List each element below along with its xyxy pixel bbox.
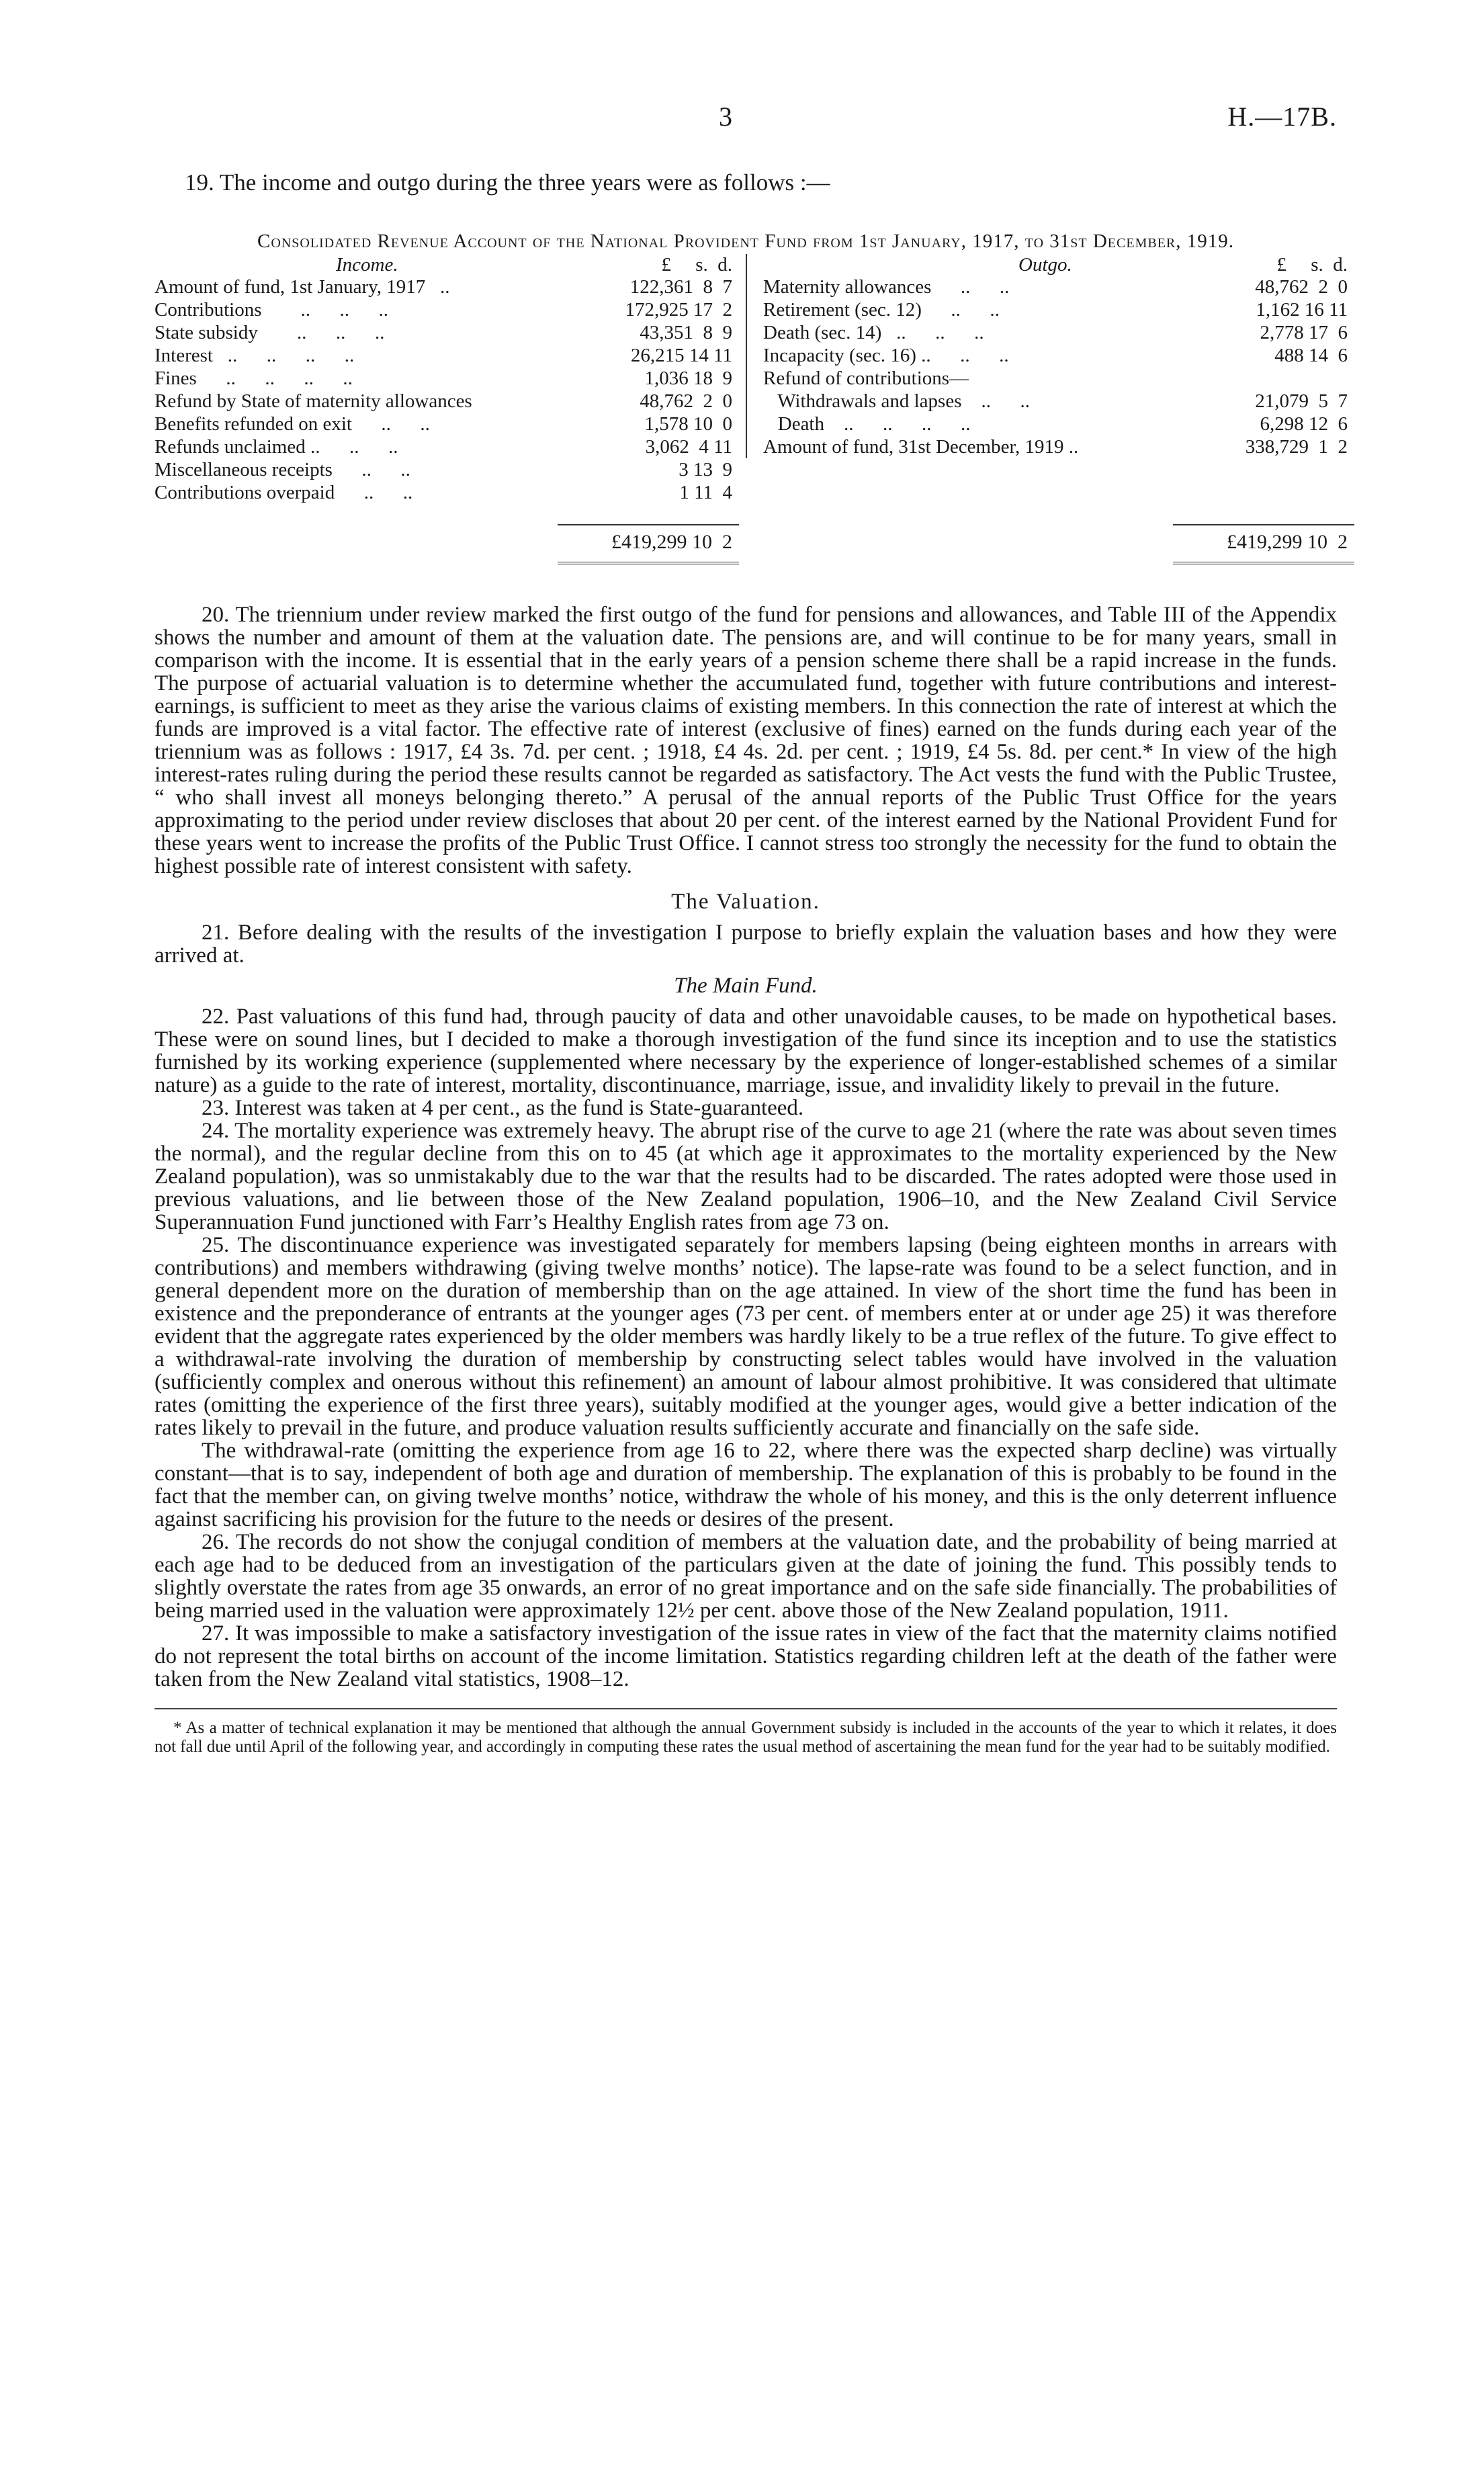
outgo-row [763,275,1354,298]
outgo-row [763,298,1354,321]
paragraph-25: 25. The discontinuance experience was investigated separately for members lapsing (being eighteen months in arrears with contributions) and members withdrawing (giving twelve months’ notice). The lapse-rate was found to be a select function, and in general dependent more on the duration of membership than on the age attained. In view of the short time the fund has been in existence and the preponderance of entrants at the younger ages (73 per cent. of members enter at or under age 25) it was therefore evident that the aggregate rates experienced by the older members was hardly likely to be a true reflex of the future. To give effect to a withdrawal-rate involving the duration of membership by constructing select tables would have involved in the valuation (sufficiently complex and onerous without this refinement) an amount of labour almost prohibitive. It was considered that ultimate rates (omitting the experience of the first three years), suitably modified at the younger ages, would give a better indication of the rates likely to prevail in the future, and produce valuation results sufficiently accurate and financially on the safe side. [155,1233,1337,1440]
income-row [155,390,739,413]
paragraph-26: 26. The records do not show the conjugal condition of members at the valuation date, and the probability of being married at each age had to be deduced from an investigation of the particulars given at the date of joining the fund. This possibly tends to slightly overstate the rates from age 35 onwards, an error of no great importance and on the safe side financially. The probabilities of being married used in the valuation were approximately 12½ per cent. above those of the New Zealand population, 1911. [155,1530,1337,1623]
outgo-row-label: Retirement (sec. 12) .. .. [763,299,1000,321]
income-row-amount: 1 11 4 [679,482,732,503]
footnote-rule [155,1708,1337,1709]
outgo-row-amount: 6,298 12 6 [1260,413,1348,435]
outgo-row-label: Withdrawals and lapses .. .. [763,390,1030,412]
income-row-amount: 43,351 8 9 [640,322,732,343]
income-total-rule [558,524,739,525]
income-row-label: Amount of fund, 1st January, 1917 .. [155,276,450,298]
income-row [155,435,739,458]
paragraph-22: 22. Past valuations of this fund had, through paucity of data and other unavoidable causes, to be made on hypothetical bases. These were on sound lines, but I decided to make a thorough investigation of the fund since its inception and to use the statistics furnished by its working experience (supplemented where necessary by the experience of longer-established schemes of a similar nature) as a guide to the rate of interest, mortality, discontinuance, marriage, issue, and invalidity likely to prevail in the future. [155,1005,1337,1097]
account-title: Consolidated Revenue Account of the National Provident Fund from 1st January, 1917, to 31st December, 1919. [257,230,1234,252]
income-row-label: Refunds unclaimed .. .. .. [155,436,398,458]
outgo-rows [763,275,1354,458]
income-row [155,298,739,321]
paragraph-23: 23. Interest was taken at 4 per cent., as the fund is State-guaranteed. [202,1096,804,1120]
income-row-label: Miscellaneous receipts .. .. [155,459,410,480]
income-row-label: Refund by State of maternity allowances [155,390,472,412]
page-number: 3 [719,101,732,132]
paragraph-25-continued: The withdrawal-rate (omitting the experience from age 16 to 22, where there was the expected sharp decline) was virtually constant—that is to say, independent of both age and duration of membership. The explanation of this is probably to be found in the fact that the member can, on giving twelve months’ notice, withdraw the whole of his money, and this is the only deterrent influence against sacrificing his provision for the future to the needs or desires of the present. [155,1439,1337,1531]
income-row-amount: 1,578 10 0 [644,413,732,435]
outgo-row-label: Refund of contributions— [763,368,969,389]
outgo-row-amount: 21,079 5 7 [1255,390,1348,412]
income-row-label: Contributions .. .. .. [155,299,389,321]
income-column [155,254,739,553]
outgo-row-amount: 1,162 16 11 [1256,299,1348,321]
income-row-label: Contributions overpaid .. .. [155,482,413,503]
outgo-row-amount: 488 14 6 [1274,345,1348,366]
outgo-row [763,344,1354,367]
outgo-total-rule [1173,524,1354,525]
income-row [155,481,739,504]
income-row-label: Benefits refunded on exit .. .. [155,413,430,435]
page-header [155,87,1337,134]
section-19-intro: 19. The income and outgo during the three years were as follows :— [185,169,830,196]
income-row [155,275,739,298]
paragraph-27: 27. It was impossible to make a satisfactory investigation of the issue rates in view of the fact that the maternity claims notified do not represent the total births on account of the income limitation. Statistics regarding children left at the death of the father were taken from the New Zealand vital statistics, 1908–12. [155,1621,1337,1691]
outgo-row [763,321,1354,344]
income-row-amount: 1,036 18 9 [644,368,732,389]
outgo-money-head: £ s. d. [1276,254,1348,275]
outgo-row-amount: 48,762 2 0 [1255,276,1348,298]
income-row-amount: 3,062 4 11 [645,436,732,458]
income-total: £419,299 10 2 [611,531,732,553]
document-reference: H.—17B. [1227,101,1337,132]
heading-valuation: The Valuation. [671,890,820,914]
outgo-row-amount: 2,778 17 6 [1260,322,1348,343]
footnote: * As a matter of technical explanation it may be mentioned that although the annual Government subsidy is included in the accounts of the year to which it relates, it does not fall due until April of the following year, and accordingly in computing these rates the usual method of ascertaining the mean fund for the year had to be suitably modified. [155,1719,1337,1756]
income-rows [155,275,739,504]
outgo-column [746,254,1354,553]
outgo-row [763,435,1354,458]
income-row-label: Interest .. .. .. .. [155,345,355,366]
income-row-amount: 26,215 14 11 [630,345,732,366]
income-row [155,344,739,367]
income-row [155,458,739,481]
outgo-row-label: Maternity allowances .. .. [763,276,1010,298]
income-row-amount: 122,361 8 7 [629,276,732,298]
outgo-row-label: Death .. .. .. .. [763,413,971,435]
paragraph-21: 21. Before dealing with the results of the investigation I purpose to briefly explain the valuation bases and how they were arrived at. [155,921,1337,968]
heading-main-fund: The Main Fund. [674,974,818,998]
outgo-row-label: Death (sec. 14) .. .. .. [763,322,984,343]
outgo-row-amount: 338,729 1 2 [1245,436,1348,458]
income-row [155,321,739,344]
outgo-row-label: Amount of fund, 31st December, 1919 .. [763,436,1079,458]
paragraph-20: 20. The triennium under review marked the first outgo of the fund for pensions and allowances, and Table III of the Appendix shows the number and amount of them at the valuation date. The pensions are, and will continue to be for many years, small in comparison with the income. It is essential that in the early years of a pension scheme there shall be a rapid increase in the funds. The purpose of actuarial valuation is to determine whether the accumulated fund, together with future contributions and interest-earnings, is sufficient to meet as they arise the various claims of existing members. In this connection the rate of interest at which the funds are improved is a vital factor. The effective rate of interest (exclusive of fines) earned on the funds during each year of the triennium was as follows : 1917, £4 3s. 7d. per cent. ; 1918, £4 4s. 2d. per cent. ; 1919, £4 5s. 8d. per cent.* In view of the high interest-rates ruling during the period these results cannot be regarded as satisfactory. The Act vests the fund with the Public Trustee, “ who shall invest all moneys belonging thereto.” A perusal of the annual reports of the Public Trust Office for the years approximating to the period under review discloses that about 20 per cent. of the interest earned by the National Provident Fund for these years went to increase the profits of the Public Trust Office. I cannot stress too strongly the necessity for the fund to obtain the highest possible rate of interest consistent with safety. [155,603,1337,878]
outgo-row [763,390,1354,413]
outgo-row [763,367,1354,390]
income-money-head: £ s. d. [661,254,732,275]
outgo-row-label: Incapacity (sec. 16) .. .. .. [763,345,1009,366]
income-row-amount: 172,925 17 2 [625,299,732,321]
income-row [155,367,739,390]
income-row-amount: 48,762 2 0 [640,390,732,412]
income-double-rule [558,562,739,564]
income-row [155,413,739,435]
revenue-account-table [155,254,1348,603]
document-page [155,87,1348,1773]
outgo-heading: Outgo. [1018,254,1072,275]
outgo-total: £419,299 10 2 [1227,531,1348,553]
outgo-double-rule [1173,562,1354,564]
paragraph-24: 24. The mortality experience was extremely heavy. The abrupt rise of the curve to age 21 (where the rate was about seven times the normal), and the regular decline from this on to 45 (at which age it approximates to the mortality experienced by the New Zealand population), was so unmistakably due to the war that the results had to be discarded. The rates adopted were those used in previous valuations, and lie between those of the New Zealand population, 1906–10, and the New Zealand Civil Service Superannuation Fund junctioned with Farr’s Healthy English rates from age 73 on. [155,1119,1337,1234]
income-row-label: State subsidy .. .. .. [155,322,385,343]
income-heading: Income. [336,254,398,275]
income-row-amount: 3 13 9 [679,459,732,480]
income-row-label: Fines .. .. .. .. [155,368,353,389]
outgo-row [763,413,1354,435]
